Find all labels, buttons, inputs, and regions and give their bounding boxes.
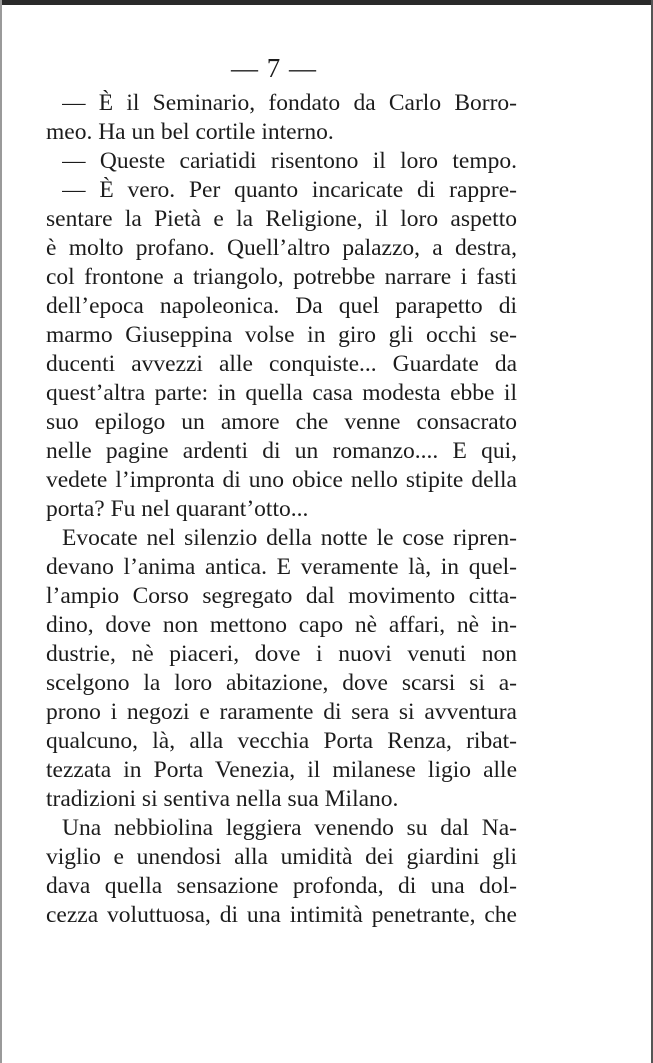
text-line: scelgono la loro abitazione, dove scarsi si a- — [46, 670, 517, 696]
text-line: cezza voluttuosa, di una intimità penetrante, che — [46, 902, 517, 928]
text-line: qualcuno, là, alla vecchia Porta Renza, ribat- — [46, 728, 517, 754]
text-line: — È il Seminario, fondato da Carlo Borro- — [62, 90, 517, 116]
text-line: sentare la Pietà e la Religione, il loro aspetto — [46, 206, 517, 232]
text-line: — Queste cariatidi risentono il loro tempo. — [62, 148, 517, 174]
scan-top-edge — [0, 0, 653, 5]
text-line: l’ampio Corso segregato dal movimento citta- — [46, 583, 517, 609]
text-line: dell’epoca napoleonica. Da quel parapetto di — [46, 293, 517, 319]
page-number: — 7 — — [231, 53, 317, 83]
text-line: Evocate nel silenzio della notte le cose ripren- — [62, 525, 517, 551]
text-line: è molto profano. Quell’altro palazzo, a destra, — [46, 235, 517, 261]
text-line: viglio e unendosi alla umidità dei giardini gli — [46, 844, 517, 870]
text-line: vedete l’impronta di uno obice nello stipite della — [46, 467, 517, 493]
text-line: ducenti avvezzi alle conquiste... Guardate da — [46, 351, 517, 377]
text-line: dino, dove non mettono capo nè affari, nè in- — [46, 612, 517, 638]
text-line: Una nebbiolina leggiera venendo su dal Na- — [62, 815, 517, 841]
text-line: porta? Fu nel quarant’otto... — [46, 496, 309, 522]
text-line: quest’altra parte: in quella casa modesta ebbe il — [46, 380, 517, 406]
text-line: prono i negozi e raramente di sera si avventura — [46, 699, 517, 725]
text-line: marmo Giuseppina volse in giro gli occhi se- — [46, 322, 517, 348]
scan-left-edge — [0, 0, 2, 1063]
text-line: dava quella sensazione profonda, di una dol- — [46, 873, 517, 899]
text-line: dustrie, nè piaceri, dove i nuovi venuti non — [46, 641, 517, 667]
text-line: — È vero. Per quanto incaricate di rappre- — [62, 177, 517, 203]
text-line: col frontone a triangolo, potrebbe narrare i fasti — [46, 264, 517, 290]
text-line: devano l’anima antica. E veramente là, in quel- — [46, 554, 517, 580]
text-line: tezzata in Porta Venezia, il milanese ligio alle — [46, 757, 517, 783]
text-line: meo. Ha un bel cortile interno. — [46, 119, 334, 145]
text-line: suo epilogo un amore che venne consacrato — [46, 409, 517, 435]
text-line: nelle pagine ardenti di un romanzo.... E qui, — [46, 438, 517, 464]
text-line: tradizioni si sentiva nella sua Milano. — [46, 786, 399, 812]
